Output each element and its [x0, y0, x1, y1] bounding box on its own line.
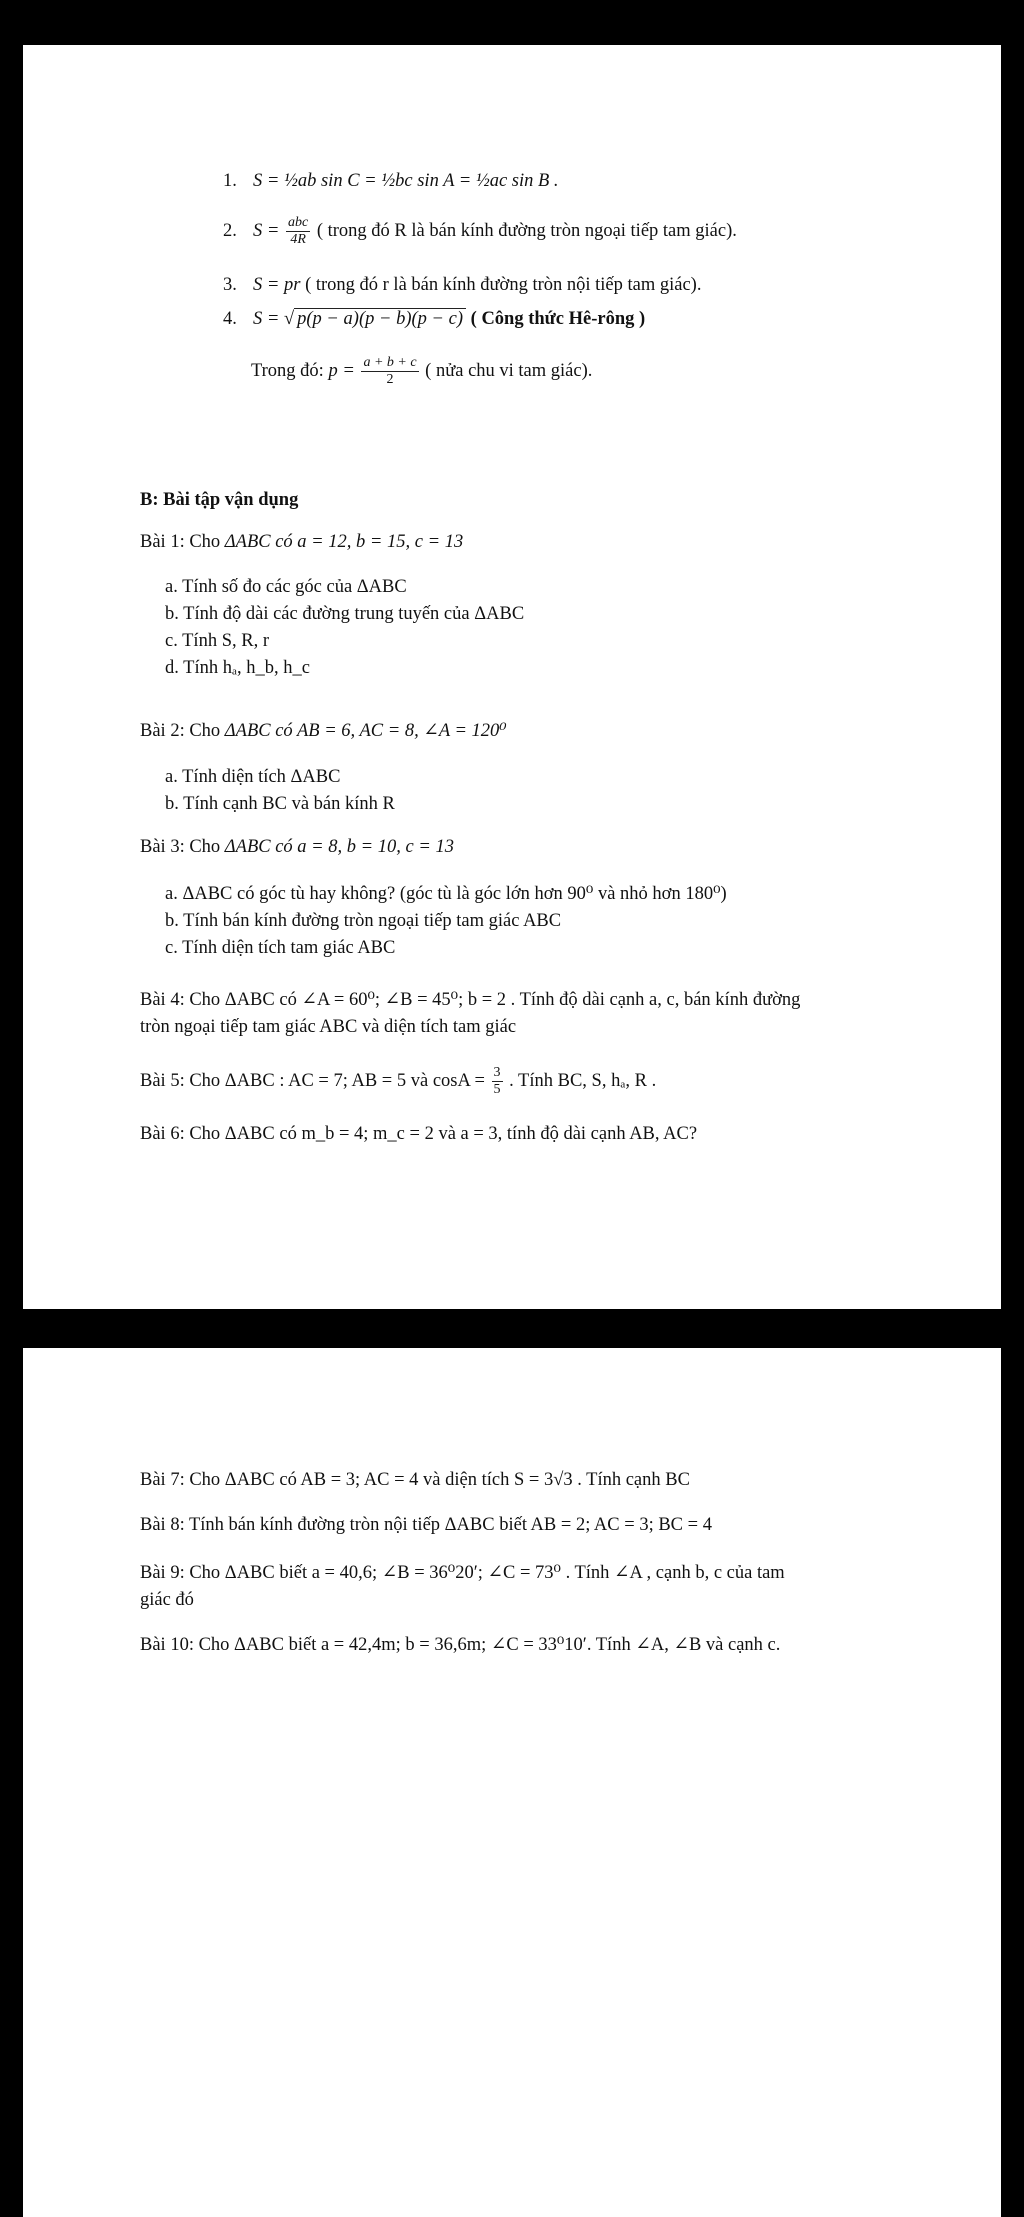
formula-4: 4. S = √ p(p − a)(p − b)(p − c) ( Công thức Hê-rông ) [223, 309, 646, 329]
formula-1: 1. S = ½ab sin C = ½bc sin A = ½ac sin B . [223, 171, 559, 191]
formula-semiperimeter: Trong đó: p = $\frac{a + b + c}{2}$ ( nửa chu vi tam giác). [251, 355, 593, 387]
exercise-9-line-1: Bài 9: Cho ΔABC biết a = 40,6; ∠B = 36⁰20′; ∠C = 73⁰ . Tính ∠A , cạnh b, c của tam [140, 1563, 785, 1583]
exercise-3-item-a: a. ΔABC có góc tù hay không? (góc tù là góc lớn hơn 90⁰ và nhỏ hơn 180⁰) [165, 884, 727, 904]
fraction: $\frac{\text{abc}}{4R}$ [287, 215, 309, 247]
exercise-3-item-b: b. Tính bán kính đường tròn ngoại tiếp tam giác ABC [165, 911, 562, 931]
exercise-5: Bài 5: Cho ΔABC : AC = 7; AB = 5 và cosA = $\frac{3}{5}$ . Tính BC, S, hₐ, R . [140, 1065, 657, 1097]
exercise-10: Bài 10: Cho ΔABC biết a = 42,4m; b = 36,6m; ∠C = 33⁰10′. Tính ∠A, ∠B và cạnh c. [140, 1635, 781, 1655]
document-page-2 [23, 1348, 1001, 2217]
exercise-1-item-b: b. Tính độ dài các đường trung tuyến của ΔABC [165, 604, 525, 624]
exercise-1-title: Bài 1: Cho ΔABC có a = 12, b = 15, c = 13 [140, 532, 464, 552]
exercise-4-line-2: tròn ngoại tiếp tam giác ABC và diện tích tam giác [140, 1017, 517, 1037]
exercise-3-item-c: c. Tính diện tích tam giác ABC [165, 938, 396, 958]
formula-3: 3. S = pr ( trong đó r là bán kính đường tròn nội tiếp tam giác). [223, 275, 702, 295]
exercise-3-title: Bài 3: Cho ΔABC có a = 8, b = 10, c = 13 [140, 837, 454, 857]
document-page-1 [23, 45, 1001, 1309]
exercise-1-item-c: c. Tính S, R, r [165, 631, 269, 651]
exercise-7: Bài 7: Cho ΔABC có AB = 3; AC = 4 và diện tích S = 3√3 . Tính cạnh BC [140, 1470, 690, 1490]
radicand: p(p − a)(p − b)(p − c) [294, 308, 466, 329]
fraction: $\frac{3}{5}$ [493, 1065, 501, 1097]
exercise-4-line-1: Bài 4: Cho ΔABC có ∠A = 60⁰; ∠B = 45⁰; b = 2 . Tính độ dài cạnh a, c, bán kính đường [140, 990, 801, 1010]
exercise-2-title: Bài 2: Cho ΔABC có AB = 6, AC = 8, ∠A = 120⁰ [140, 721, 507, 741]
exercise-9-line-2: giác đó [140, 1590, 194, 1610]
exercise-2-item-b: b. Tính cạnh BC và bán kính R [165, 794, 395, 814]
exercise-8: Bài 8: Tính bán kính đường tròn nội tiếp ΔABC biết AB = 2; AC = 3; BC = 4 [140, 1515, 712, 1535]
fraction: $\frac{a + b + c}{2}$ [363, 355, 417, 387]
section-title: B: Bài tập vận dụng [140, 490, 299, 510]
exercise-1-item-d: d. Tính hₐ, h_b, h_c [165, 658, 311, 678]
formula-2: 2. S = $\frac{\text{abc}}{4R}$ ( trong đó R là bán kính đường tròn ngoại tiếp tam giác). [223, 215, 737, 247]
exercise-2-item-a: a. Tính diện tích ΔABC [165, 767, 341, 787]
exercise-6: Bài 6: Cho ΔABC có m_b = 4; m_c = 2 và a = 3, tính độ dài cạnh AB, AC? [140, 1124, 698, 1144]
exercise-1-item-a: a. Tính số đo các góc của ΔABC [165, 577, 407, 597]
